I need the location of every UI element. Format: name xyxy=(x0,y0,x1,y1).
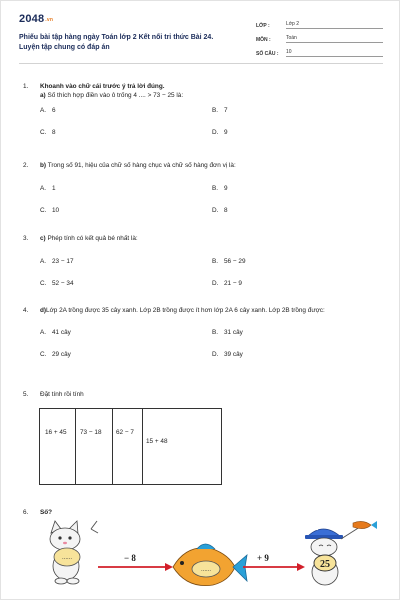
document-title-line-2: Luyện tập chung có đáp án xyxy=(19,43,110,51)
meta-row-subject xyxy=(256,29,383,43)
question-5 xyxy=(23,390,373,399)
question-number: 6. xyxy=(23,509,29,516)
arrow-1-head xyxy=(165,563,173,571)
question-number: 3. xyxy=(23,235,29,242)
calc-expression-3: 62 − 7 xyxy=(116,429,134,436)
header xyxy=(19,13,383,57)
option-d[interactable]: D. 9 xyxy=(212,129,228,136)
logo-main: 2048 xyxy=(19,13,45,25)
question-number: 1. xyxy=(23,83,29,90)
question-heading: Số? xyxy=(40,509,53,516)
option-b[interactable]: B. 31 cây xyxy=(212,329,243,336)
option-a[interactable]: A. 1 xyxy=(40,185,56,192)
option-a[interactable]: A. 6 xyxy=(40,107,56,114)
option-a[interactable]: A. 41 cây xyxy=(40,329,71,336)
option-a[interactable]: A. 23 − 17 xyxy=(40,258,74,265)
question-text: Phép tính có kết quả bé nhất là: xyxy=(45,235,138,242)
meta-key-subject: MÔN : xyxy=(256,37,271,43)
question-2 xyxy=(23,161,373,212)
meta-row-class xyxy=(256,15,383,29)
question-text: Lớp 2A trồng được 35 cây xanh. Lớp 2B trồng được ít hơn lớp 2A 6 cây xanh. Lớp 2B trồng được: xyxy=(46,307,325,314)
calc-column xyxy=(76,409,113,484)
option-c[interactable]: C. 10 xyxy=(40,207,60,214)
answer-options xyxy=(40,239,373,285)
question-part: c) xyxy=(40,235,46,242)
option-b[interactable]: B. 9 xyxy=(212,185,228,192)
option-b[interactable]: B. 7 xyxy=(212,107,228,114)
meta-row-count xyxy=(256,43,383,57)
operation-2-label: + 9 xyxy=(257,553,269,563)
question-1 xyxy=(23,82,373,134)
meta-value-count: 10 xyxy=(286,49,383,57)
option-c[interactable]: C. 52 − 34 xyxy=(40,280,74,287)
operation-1-label: − 8 xyxy=(124,553,136,563)
cat-right-illustration xyxy=(305,521,377,585)
option-c[interactable]: C. 29 cây xyxy=(40,351,71,358)
answer-box-1-text: ...... xyxy=(61,555,73,561)
question-text: Số thích hợp điền vào ô trống 4 .... > 73 − 25 là: xyxy=(45,92,184,99)
header-divider xyxy=(19,63,383,64)
answer-options xyxy=(40,166,373,212)
answer-box-2-text: ...... xyxy=(200,567,212,573)
document-title-line-1: Phiếu bài tập hàng ngày Toán lớp 2 Kết nối tri thức Bài 24. xyxy=(19,34,214,41)
meta-value-class: Lớp 2 xyxy=(286,21,383,29)
question-part: d) xyxy=(40,307,47,314)
number-chain-illustration xyxy=(1,519,400,600)
meta-info xyxy=(256,15,383,57)
calc-expression-4: 15 + 48 xyxy=(146,438,168,445)
option-b[interactable]: B. 56 − 29 xyxy=(212,258,246,265)
document-title xyxy=(19,33,249,52)
calc-column xyxy=(40,409,76,484)
question-number: 4. xyxy=(23,307,29,314)
option-d[interactable]: D. 21 − 9 xyxy=(212,280,242,287)
arrow-2-head xyxy=(297,563,305,571)
calc-expression-1: 16 + 45 xyxy=(45,429,67,436)
question-text: Trong số 91, hiệu của chữ số hàng chục và chữ số hàng đơn vị là: xyxy=(46,162,236,169)
question-6 xyxy=(23,508,373,517)
logo-tld: .vn xyxy=(45,17,54,23)
option-d[interactable]: D. 39 cây xyxy=(212,351,243,358)
question-part: b) xyxy=(40,162,47,169)
meta-key-count: SỐ CÂU : xyxy=(256,51,279,57)
result-value: 25 xyxy=(320,559,330,570)
question-3 xyxy=(23,234,373,285)
question-number: 5. xyxy=(23,391,29,398)
answer-options xyxy=(40,310,373,356)
question-heading: Đặt tính rồi tính xyxy=(40,391,84,398)
option-c[interactable]: C. 8 xyxy=(40,129,56,136)
calculation-table xyxy=(39,408,222,485)
meta-key-class: LỚP : xyxy=(256,23,270,29)
answer-options xyxy=(40,88,373,134)
question-heading: Khoanh vào chữ cái trước ý trả lời đúng. xyxy=(40,83,165,90)
calc-expression-2: 73 − 18 xyxy=(80,429,102,436)
question-4 xyxy=(23,306,373,356)
site-logo[interactable] xyxy=(19,13,53,25)
option-d[interactable]: D. 8 xyxy=(212,207,228,214)
question-part: a) xyxy=(40,92,46,99)
question-number: 2. xyxy=(23,162,29,169)
meta-value-subject: Toán xyxy=(286,35,383,43)
calc-column xyxy=(113,409,143,484)
